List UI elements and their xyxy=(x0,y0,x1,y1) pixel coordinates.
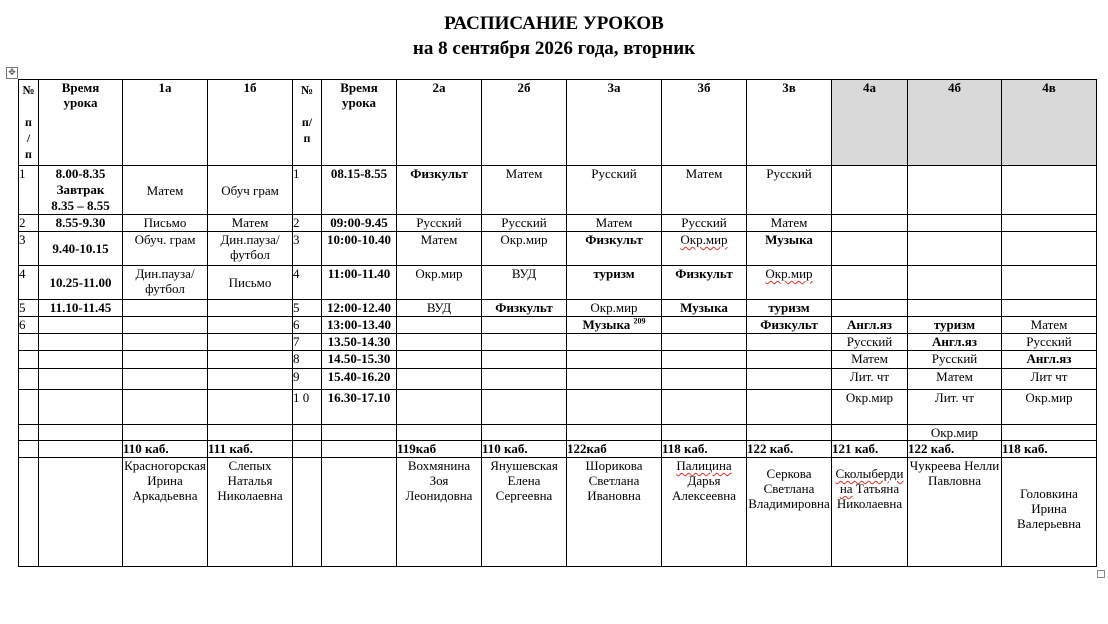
lesson-cell: Матем xyxy=(208,215,293,232)
table-row xyxy=(19,369,1097,390)
lesson-time: 9.40-10.15 xyxy=(39,232,123,266)
lesson-time-2: 13.50-14.30 xyxy=(322,334,397,351)
lesson-cell xyxy=(662,369,747,390)
lesson-cell xyxy=(567,369,662,390)
lesson-cell: Матем xyxy=(1002,317,1097,334)
empty-cell xyxy=(567,425,662,441)
lesson-cell xyxy=(123,334,208,351)
row-num-2: 1 0 xyxy=(293,390,322,425)
lesson-cell: Окр.мир xyxy=(397,266,482,300)
table-row xyxy=(19,390,1097,425)
lesson-time-2: 10:00-10.40 xyxy=(322,232,397,266)
lesson-cell xyxy=(908,232,1002,266)
lesson-cell: Окр.мир xyxy=(832,390,908,425)
row-num-2: 6 xyxy=(293,317,322,334)
room-superscript: 209 xyxy=(633,316,646,326)
lesson-time xyxy=(39,390,123,425)
lesson-cell: Физкульт xyxy=(482,300,567,317)
header-time: Время урока xyxy=(39,80,123,166)
table-row xyxy=(19,425,1097,441)
lesson-cell xyxy=(208,334,293,351)
row-num xyxy=(19,390,39,425)
lesson-cell xyxy=(662,317,747,334)
empty-cell xyxy=(662,425,747,441)
empty-cell xyxy=(322,425,397,441)
lesson-text-flagged: Окр.мир xyxy=(680,232,728,247)
lesson-cell: Физкульт xyxy=(397,166,482,215)
lesson-cell xyxy=(208,317,293,334)
empty-cell xyxy=(19,425,39,441)
lesson-cell xyxy=(832,166,908,215)
empty-cell xyxy=(832,425,908,441)
empty-cell xyxy=(322,458,397,567)
lesson-cell: Матем xyxy=(123,166,208,215)
room-label: 122 каб. xyxy=(908,441,1002,458)
lesson-cell: Матем xyxy=(908,369,1002,390)
page-subtitle: на 8 сентября 2026 года, вторник xyxy=(412,38,696,59)
lesson-cell: Матем xyxy=(662,166,747,215)
row-num-2: 8 xyxy=(293,351,322,369)
lesson-cell xyxy=(832,300,908,317)
lesson-cell xyxy=(1002,300,1097,317)
lesson-cell: ВУД xyxy=(482,266,567,300)
header-class-2b: 2б xyxy=(482,80,567,166)
lesson-cell xyxy=(908,215,1002,232)
schedule-table xyxy=(18,79,1097,567)
row-num: 6 xyxy=(19,317,39,334)
lesson-time: 8.00-8.35 Завтрак 8.35 – 8.55 xyxy=(39,166,123,215)
empty-cell xyxy=(39,441,123,458)
teacher-name: Слепых Наталья Николаевна xyxy=(208,458,293,567)
teacher-name: Красногорская Ирина Аркадьевна xyxy=(123,458,208,567)
empty-cell xyxy=(482,425,567,441)
lesson-cell: Лит. чт xyxy=(832,369,908,390)
lesson-cell xyxy=(747,390,832,425)
lesson-cell xyxy=(482,317,567,334)
lesson-time xyxy=(39,351,123,369)
lesson-cell: Письмо xyxy=(123,215,208,232)
lesson-cell: Матем xyxy=(397,232,482,266)
teacher-name: Шорикова Светлана Ивановна xyxy=(567,458,662,567)
lesson-cell xyxy=(208,369,293,390)
lesson-cell: Окр.мир xyxy=(567,300,662,317)
lesson-cell xyxy=(747,369,832,390)
lesson-text: Музыка xyxy=(582,317,631,332)
lesson-cell xyxy=(908,166,1002,215)
empty-cell xyxy=(19,441,39,458)
lesson-time: 10.25-11.00 xyxy=(39,266,123,300)
empty-cell xyxy=(322,441,397,458)
empty-cell xyxy=(123,425,208,441)
header-class-1b: 1б xyxy=(208,80,293,166)
lesson-time-2: 15.40-16.20 xyxy=(322,369,397,390)
lesson-cell xyxy=(747,351,832,369)
table-resize-handle-icon[interactable] xyxy=(1097,570,1105,578)
lesson-cell xyxy=(662,390,747,425)
lesson-cell: Физкульт xyxy=(567,232,662,266)
header-num: № п / п xyxy=(19,80,39,166)
lesson-cell xyxy=(662,232,747,266)
lesson-cell: Физкульт xyxy=(747,317,832,334)
lesson-cell xyxy=(662,334,747,351)
row-num xyxy=(19,334,39,351)
empty-cell xyxy=(397,425,482,441)
empty-cell xyxy=(747,425,832,441)
header-class-4v: 4в xyxy=(1002,80,1097,166)
lesson-cell: Лит чт xyxy=(1002,369,1097,390)
lesson-cell xyxy=(123,369,208,390)
lesson-cell xyxy=(1002,266,1097,300)
row-num-2: 2 xyxy=(293,215,322,232)
lesson-cell: Окр.мир xyxy=(908,425,1002,441)
teacher-surname: Сколыберди на xyxy=(835,466,904,496)
lesson-cell xyxy=(832,232,908,266)
lesson-cell: Матем xyxy=(832,351,908,369)
lesson-cell: Матем xyxy=(567,215,662,232)
lesson-cell: Русский xyxy=(1002,334,1097,351)
header-time-2: Время урока xyxy=(322,80,397,166)
row-num: 3 xyxy=(19,232,39,266)
empty-cell xyxy=(293,458,322,567)
table-row xyxy=(19,266,1097,300)
lesson-cell xyxy=(482,390,567,425)
empty-cell xyxy=(1002,425,1097,441)
lesson-cell: туризм xyxy=(908,317,1002,334)
empty-cell xyxy=(293,441,322,458)
lesson-time xyxy=(39,369,123,390)
table-row xyxy=(19,215,1097,232)
teacher-given-names: Татьяна Николаевна xyxy=(836,481,903,511)
teacher-name: Янушевская Елена Сергеевна xyxy=(482,458,567,567)
lesson-time-2: 13:00-13.40 xyxy=(322,317,397,334)
header-class-1a: 1а xyxy=(123,80,208,166)
table-row xyxy=(19,334,1097,351)
teacher-name: Серкова Светлана Владимировна xyxy=(747,458,832,567)
teacher-name xyxy=(832,458,908,567)
header-class-3b: 3б xyxy=(662,80,747,166)
room-label: 110 каб. xyxy=(123,441,208,458)
lesson-cell xyxy=(567,390,662,425)
lesson-cell xyxy=(482,369,567,390)
lesson-cell: Русский xyxy=(908,351,1002,369)
lesson-cell xyxy=(397,351,482,369)
lesson-cell: Англ.яз xyxy=(832,317,908,334)
empty-cell xyxy=(39,458,123,567)
row-num-2: 7 xyxy=(293,334,322,351)
header-class-3v: 3в xyxy=(747,80,832,166)
lesson-cell xyxy=(567,351,662,369)
row-num xyxy=(19,351,39,369)
lesson-cell: Обуч. грам xyxy=(123,232,208,266)
lesson-cell xyxy=(482,334,567,351)
lesson-cell xyxy=(908,266,1002,300)
row-num-2: 1 xyxy=(293,166,322,215)
lesson-cell: туризм xyxy=(747,300,832,317)
row-num: 1 xyxy=(19,166,39,215)
lesson-cell: Окр.мир xyxy=(482,232,567,266)
lesson-cell xyxy=(908,300,1002,317)
lesson-cell: Музыка xyxy=(662,300,747,317)
page-title: РАСПИСАНИЕ УРОКОВ xyxy=(444,13,664,34)
teachers-row xyxy=(19,458,1097,567)
lesson-cell xyxy=(1002,215,1097,232)
teacher-surname: Палицина xyxy=(676,458,732,473)
row-num-2: 5 xyxy=(293,300,322,317)
teacher-name: Вохмянина Зоя Леонидовна xyxy=(397,458,482,567)
lesson-time-2: 11:00-11.40 xyxy=(322,266,397,300)
teacher-name: Головкина Ирина Валерьевна xyxy=(1002,458,1097,567)
lesson-cell: Русский xyxy=(662,215,747,232)
lesson-cell xyxy=(397,334,482,351)
lesson-cell: ВУД xyxy=(397,300,482,317)
lesson-cell: Русский xyxy=(747,166,832,215)
lesson-cell: Матем xyxy=(747,215,832,232)
room-label: 121 каб. xyxy=(832,441,908,458)
empty-cell xyxy=(293,425,322,441)
lesson-cell xyxy=(567,317,662,334)
lesson-cell: Русский xyxy=(397,215,482,232)
lesson-time-2: 12:00-12.40 xyxy=(322,300,397,317)
header-row xyxy=(19,80,1097,166)
row-num: 2 xyxy=(19,215,39,232)
lesson-cell xyxy=(397,369,482,390)
lesson-time-2: 16.30-17.10 xyxy=(322,390,397,425)
room-label: 119каб xyxy=(397,441,482,458)
lesson-cell: Дин.пауза/ футбол xyxy=(123,266,208,300)
room-label: 110 каб. xyxy=(482,441,567,458)
row-num-2: 9 xyxy=(293,369,322,390)
teacher-given-names: Дарья Алексеевна xyxy=(672,473,736,503)
table-row xyxy=(19,166,1097,215)
lesson-cell xyxy=(832,215,908,232)
lesson-time-2: 14.50-15.30 xyxy=(322,351,397,369)
lesson-cell xyxy=(1002,232,1097,266)
lesson-cell xyxy=(397,317,482,334)
lesson-cell: Окр.мир xyxy=(1002,390,1097,425)
room-label: 118 каб. xyxy=(1002,441,1097,458)
lesson-cell xyxy=(123,390,208,425)
row-num-2: 4 xyxy=(293,266,322,300)
lesson-cell: Дин.пауза/ футбол xyxy=(208,232,293,266)
room-label: 111 каб. xyxy=(208,441,293,458)
header-class-3a: 3а xyxy=(567,80,662,166)
lesson-cell: Русский xyxy=(832,334,908,351)
lesson-text-flagged: Окр.мир xyxy=(765,266,813,281)
room-label: 118 каб. xyxy=(662,441,747,458)
table-row xyxy=(19,300,1097,317)
lesson-cell: Лит. чт xyxy=(908,390,1002,425)
lesson-time-2: 08.15-8.55 xyxy=(322,166,397,215)
lesson-time-2: 09:00-9.45 xyxy=(322,215,397,232)
header-class-4b: 4б xyxy=(908,80,1002,166)
teacher-name: Чукреева Нелли Павловна xyxy=(908,458,1002,567)
lesson-cell: Англ.яз xyxy=(908,334,1002,351)
room-label: 122 каб. xyxy=(747,441,832,458)
room-label: 122каб xyxy=(567,441,662,458)
table-move-handle-icon[interactable]: ✥ xyxy=(6,67,18,79)
lesson-time xyxy=(39,317,123,334)
row-num xyxy=(19,369,39,390)
lesson-cell: туризм xyxy=(567,266,662,300)
lesson-cell: Русский xyxy=(567,166,662,215)
lesson-cell xyxy=(397,390,482,425)
lesson-cell: Русский xyxy=(482,215,567,232)
lesson-cell xyxy=(123,317,208,334)
header-class-4a: 4а xyxy=(832,80,908,166)
lesson-cell xyxy=(747,334,832,351)
lesson-cell xyxy=(208,390,293,425)
empty-cell xyxy=(208,425,293,441)
table-row xyxy=(19,317,1097,334)
lesson-cell xyxy=(567,334,662,351)
header-num-2: № п/ п xyxy=(293,80,322,166)
row-num-2: 3 xyxy=(293,232,322,266)
table-row xyxy=(19,232,1097,266)
teacher-name xyxy=(662,458,747,567)
table-row xyxy=(19,351,1097,369)
lesson-cell xyxy=(1002,166,1097,215)
lesson-cell xyxy=(123,351,208,369)
lesson-time xyxy=(39,334,123,351)
rooms-row xyxy=(19,441,1097,458)
lesson-cell: Физкульт xyxy=(662,266,747,300)
header-class-2a: 2а xyxy=(397,80,482,166)
lesson-cell xyxy=(832,266,908,300)
lesson-cell xyxy=(208,351,293,369)
lesson-cell xyxy=(482,351,567,369)
lesson-cell xyxy=(208,300,293,317)
lesson-cell: Музыка xyxy=(747,232,832,266)
lesson-time: 8.55-9.30 xyxy=(39,215,123,232)
lesson-cell xyxy=(123,300,208,317)
empty-cell xyxy=(39,425,123,441)
empty-cell xyxy=(19,458,39,567)
lesson-time: 11.10-11.45 xyxy=(39,300,123,317)
lesson-cell xyxy=(662,351,747,369)
lesson-cell: Матем xyxy=(482,166,567,215)
row-num: 4 xyxy=(19,266,39,300)
lesson-cell: Письмо xyxy=(208,266,293,300)
row-num: 5 xyxy=(19,300,39,317)
lesson-cell: Обуч грам xyxy=(208,166,293,215)
lesson-cell: Англ.яз xyxy=(1002,351,1097,369)
lesson-cell xyxy=(747,266,832,300)
